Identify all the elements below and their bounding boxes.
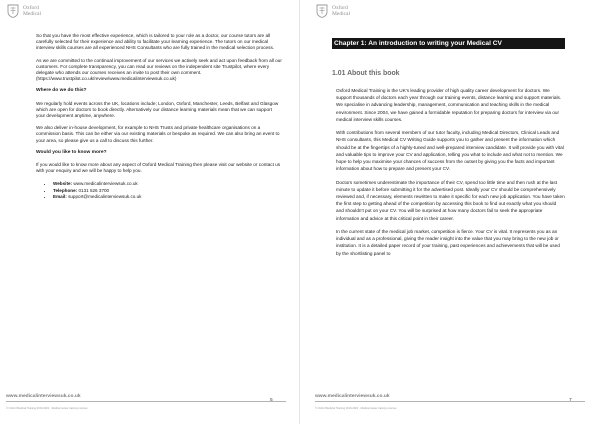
intro-paragraph-2: As we are committed to the continual improvement of our services we actively seek and act upon feedback from all our customers. For complete transparency, you can read our reviews on the independent site Trustpilot, where every delegate who attends our courses receives an invite to post their own comment. (https://www.trustpilot.co.uk/review/www.medicalinterviewsuk.co.uk) — [36, 57, 282, 81]
contact-website-label: Website: — [53, 180, 73, 186]
about-paragraph-1: Oxford Medical Training is the UK's leading provider of high quality career development for doctors. We support thousands of doctors each year through our training events, distance learning and support materials. We specialise in advancing leadership, management, communication and teaching skills in the medical environment. Since 2004, we have gained a formidable reputation for preparing doctors for interview via our medical interview skills courses. — [336, 88, 562, 122]
oxford-crest-icon — [6, 4, 20, 18]
about-paragraph-2: With contributions from several members of our tutor faculty, including Medical Directors, Clinical Leads and NHS consultants, this Medical CV Writing Guide supports you to gather and present the information which should be at the fingertips of a highly-tuned and well-prepared interview candidate. It will provide you with vital and valuable tips to improve your CV and application, telling you what to include and what not to mention. We hope to help you maximise your chances of success from the outset by giving you the facts and important information about how to prepare and present your CV. — [336, 130, 564, 172]
footer-url[interactable]: www.medicalinterviewsuk.co.uk — [315, 394, 390, 399]
contact-telephone-label: Telephone: — [53, 187, 78, 193]
heading-more: Would you like to know more? — [36, 150, 107, 156]
left-body — [36, 33, 282, 201]
logo-text: Oxford Medical — [332, 5, 351, 17]
page-number: 5 — [270, 398, 273, 403]
about-paragraph-3: Doctors sometimes underestimate the importance of their CV, spend too little time and then rush at the last minute to update it before submitting it for the advertised post. Ideally your CV should be comprehensively reviewed and, if necessary, elements rewritten to make it specific for each new job application. You have taken the first step to getting ahead of the competition by accessing this book to find out exactly what you should and shouldn't put on your CV. You will be surprised at how many doctors fail to seek the appropriate information and advice at this critical point in their career. — [336, 179, 565, 221]
contact-telephone — [53, 188, 282, 195]
website-link[interactable]: www.medicalinterviewsuk.co.uk — [73, 180, 138, 186]
footer-divider — [6, 401, 286, 402]
telephone-value: 0131 526 3700 — [78, 187, 110, 193]
logo — [315, 4, 350, 18]
footer-copyright: © Oxford Medical Training 2019-2022 · Medical career training courses — [315, 407, 397, 410]
contact-email — [53, 194, 282, 201]
email-link[interactable]: support@medicalinterviewsuk.co.uk — [68, 194, 142, 200]
intro-paragraph-1: So that you have the most effective experience, which is tailored to your role as a doctor, our course tutors are all carefully selected for their experience and ability to facilitate your learning experience. The tutors on our medical interview skills courses are all experienced NHS Consultants who are fully trained in the medical selection process. — [36, 33, 275, 51]
heading-where: Where do we do this? — [36, 88, 87, 94]
where-paragraph-2: We also deliver in-house development, for example to NHS Trusts and private healthcare organisations on a commission basis. This can be either via our existing materials or bespoke as required. We can also bring an event to your area, so please give us a call to discuss this further. — [36, 125, 280, 143]
page-number: 7 — [569, 398, 572, 403]
logo — [6, 4, 41, 18]
about-paragraph-4: In the current state of the medical job market, competition is fierce. Your CV is vital. It represents you as an individual and as a professional, giving the reader insight into the value that you may bring to the new job or institution. It is a detailed paper record of your training, past experiences and achievements that will be used by the shortlisting panel to — [336, 229, 560, 256]
contact-list — [36, 181, 282, 201]
chapter-title-bar: Chapter 1: An introduction to writing your Medical CV — [332, 38, 565, 49]
section-heading: 1.01 About this book — [332, 70, 400, 77]
footer-copyright: © Oxford Medical Training 2019-2022 · Medical career training courses — [6, 407, 88, 410]
more-paragraph: If you would like to know more about any aspect of Oxford Medical Training then please visit our website or contact us with your enquiry and we will be happy to help you. — [36, 162, 281, 174]
right-body — [336, 87, 565, 263]
logo-text: Oxford Medical — [23, 5, 42, 17]
oxford-crest-icon — [315, 4, 329, 18]
contact-email-label: Email: — [53, 194, 67, 200]
footer-divider — [315, 401, 585, 402]
contact-website — [53, 181, 282, 188]
footer-url[interactable]: www.medicalinterviewsuk.co.uk — [6, 394, 81, 399]
where-paragraph-1: We regularly hold events across the UK, locations include; London, Oxford, Manchester, Leeds, Belfast and Glasgow which are open for doctors to book directly. Alternatively our distance learning materials mean that we can support your development anytime, anywhere. — [36, 100, 279, 118]
